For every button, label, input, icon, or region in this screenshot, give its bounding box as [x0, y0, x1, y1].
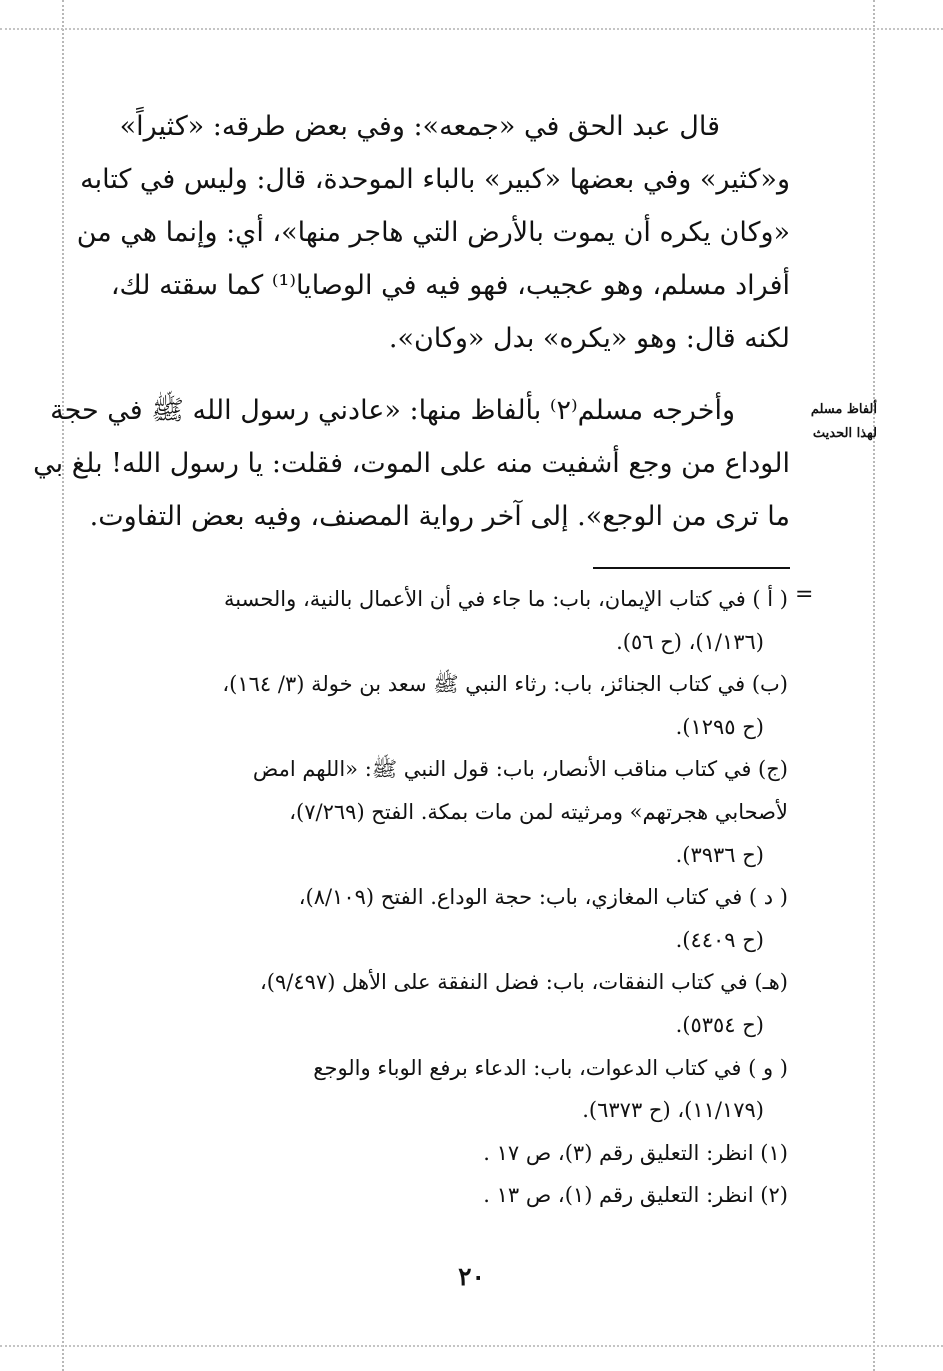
footnote-line: ( أ ) في كتاب الإيمان، باب: ما جاء في أن الأعمال بالنية، والحسبة [224, 587, 788, 611]
footnote-line: (ج) في كتاب مناقب الأنصار، باب: قول النبي ﷺ: «اللهم امض [252, 757, 788, 782]
footnote-line: ( د ) في كتاب المغازي، باب: حجة الوداع. الفتح (٨/١٠٩)، [298, 885, 788, 910]
page-number: ٢٠ [458, 1262, 485, 1291]
body-line: «وكان يكره أن يموت بالأرض التي هاجر منها»، أي: وإنما هي من [76, 217, 790, 248]
body-paragraph-2 [33, 384, 790, 543]
footnote-line: (ح ١٢٩٥). [675, 714, 764, 739]
scan-border-right [873, 0, 875, 1371]
body-line: قال عبد الحق في «جمعه»: وفي بعض طرقه: «كثيراً» [119, 111, 720, 142]
footnote-continuation-mark: = [795, 582, 814, 607]
footnote-line: (ح ٤٤٠٩). [675, 927, 764, 952]
scan-border-bottom [0, 1345, 943, 1347]
body-line: الوداع من وجع أشفيت منه على الموت، فقلت: يا رسول الله! بلغ بي [33, 448, 790, 479]
footnote-line: لأصحابي هجرتهم» ومرثيته لمن مات بمكة. الفتح (٧/٢٦٩)، [289, 799, 788, 824]
body-line: وأخرجه مسلم⁽٢⁾ بألفاظ منها: «عادني رسول الله ﷺ في حجة [50, 395, 735, 426]
footnote-line: (١/١٣٦)، (ح ٥٦). [616, 629, 764, 654]
margin-note-line: ألفاظ مسلم [810, 402, 877, 417]
footnote-line: (٢) انظر: التعليق رقم (١)، ص ١٣ . [483, 1183, 788, 1208]
footnotes [118, 578, 788, 1217]
body-line: لكنه قال: وهو «يكره» بدل «وكان». [388, 323, 790, 354]
margin-note-line: لهذا الحديث [812, 426, 877, 441]
scan-border-left [62, 0, 64, 1371]
footnote-line: (١١/١٧٩)، (ح ٦٣٧٣). [582, 1098, 764, 1123]
body-line: ما ترى من الوجع». إلى آخر رواية المصنف، وفيه بعض التفاوت. [89, 501, 790, 532]
footnote-line: (ح ٥٣٥٤). [675, 1012, 764, 1037]
footnote-line: (ح ٣٩٣٦). [675, 842, 764, 867]
body-paragraph-1 [76, 100, 790, 365]
margin-note [797, 398, 877, 446]
body-line: أفراد مسلم، وهو عجيب، فهو فيه في الوصايا⁽¹⁾ كما سقته لك، [110, 270, 790, 301]
footnote-line: ( و ) في كتاب الدعوات، باب: الدعاء برفع الوباء والوجع [313, 1055, 788, 1080]
scan-border-top [0, 28, 943, 30]
body-line: و«كثير» وفي بعضها «كبير» بالباء الموحدة، قال: وليس في كتابه [80, 164, 790, 195]
footnote-line: (ب) في كتاب الجنائز، باب: رثاء النبي ﷺ سعد بن خولة (٣/ ١٦٤)، [222, 672, 788, 697]
footnote-separator [593, 567, 790, 569]
footnote-line: (١) انظر: التعليق رقم (٣)، ص ١٧ . [483, 1140, 788, 1165]
footnote-line: (هـ) في كتاب النفقات، باب: فضل النفقة على الأهل (٩/٤٩٧)، [260, 970, 788, 995]
